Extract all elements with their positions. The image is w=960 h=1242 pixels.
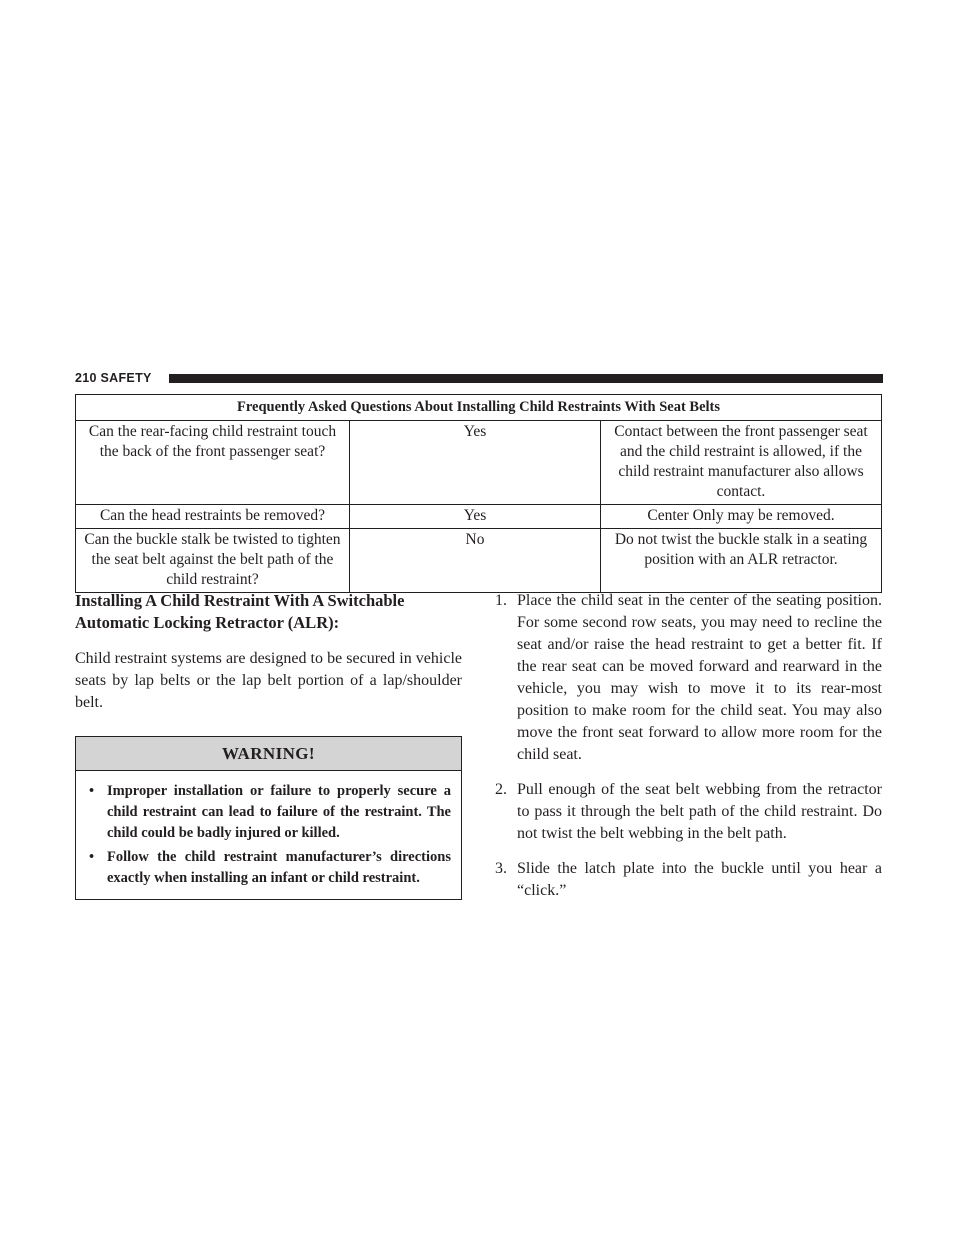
table-title-row <box>76 395 882 421</box>
question-cell: Can the head restraints be removed? <box>76 505 350 529</box>
step-item <box>495 779 882 845</box>
warning-item <box>86 781 451 844</box>
question-cell: Can the buckle stalk be twisted to tighten the seat belt against the belt path of the child restraint? <box>76 529 350 593</box>
bullet-icon: • <box>89 783 95 799</box>
step-item <box>495 858 882 902</box>
warning-item-text: Improper installation or failure to properly secure a child restraint can lead to failure of the restraint. The child could be badly injured or killed. <box>107 783 451 841</box>
page-number-section: 210 SAFETY <box>75 371 152 385</box>
warning-item-text: Follow the child restraint manufacturer’s directions exactly when installing an infant or child restraint. <box>107 849 451 886</box>
left-column <box>75 590 462 900</box>
step-text: Place the child seat in the center of the seating position. For some second row seats, you may need to recline the seat and/or raise the head restraint to get a better fit. If the rear seat can be moved forward and rearward in the vehicle, you may wish to move it to its rear-most position to make room for the child seat. You may also move the front seat forward to allow more room for the child seat. <box>517 592 882 763</box>
warning-item <box>86 847 451 889</box>
table-title: Frequently Asked Questions About Installing Child Restraints With Seat Belts <box>76 395 882 421</box>
step-number: 1. <box>495 592 507 609</box>
right-column <box>495 590 882 915</box>
answer-cell: Yes <box>350 421 601 505</box>
table-row <box>76 421 882 505</box>
step-number: 3. <box>495 860 507 877</box>
table-row <box>76 529 882 593</box>
bullet-icon: • <box>89 849 95 865</box>
page-header <box>75 370 883 388</box>
table-row <box>76 505 882 529</box>
step-item <box>495 590 882 766</box>
warning-box <box>75 736 462 900</box>
comment-cell: Contact between the front passenger seat and the child restraint is allowed, if the child restraint manufacturer also allows contact. <box>601 421 882 505</box>
section-body: Child restraint systems are designed to be secured in vehicle seats by lap belts or the lap belt portion of a lap/shoulder belt. <box>75 650 462 711</box>
step-text: Pull enough of the seat belt webbing from the retractor to pass it through the belt path of the child restraint. Do not twist the belt webbing in the belt path. <box>517 781 882 842</box>
answer-cell: No <box>350 529 601 593</box>
section-title: Installing A Child Restraint With A Switchable Automatic Locking Retractor (ALR): <box>75 591 405 632</box>
faq-table <box>75 394 882 593</box>
answer-cell: Yes <box>350 505 601 529</box>
question-cell: Can the rear-facing child restraint touch the back of the front passenger seat? <box>76 421 350 505</box>
comment-cell: Do not twist the buckle stalk in a seating position with an ALR retractor. <box>601 529 882 593</box>
warning-body <box>76 771 461 899</box>
step-number: 2. <box>495 781 507 798</box>
header-rule <box>169 374 883 383</box>
warning-heading: WARNING! <box>76 737 461 771</box>
comment-cell: Center Only may be removed. <box>601 505 882 529</box>
step-text: Slide the latch plate into the buckle until you hear a “click.” <box>517 860 882 899</box>
